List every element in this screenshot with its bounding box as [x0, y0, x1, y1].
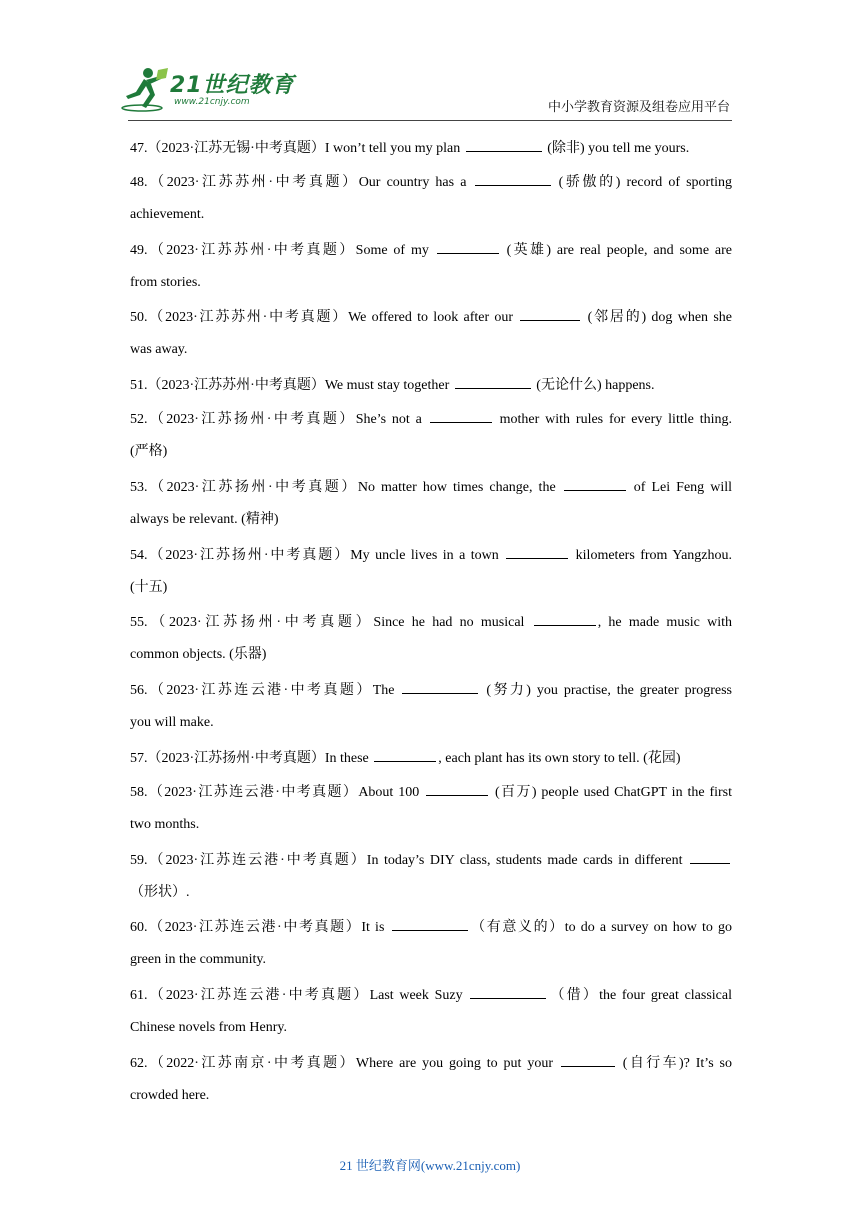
- question-text: In today’s DIY class, students made cards in different: [366, 852, 689, 868]
- logo-url: www.21cnjy.com: [174, 97, 250, 107]
- answer-blank[interactable]: [437, 239, 499, 254]
- page-footer: 21 世纪教育网(www.21cnjy.com): [339, 1158, 521, 1173]
- logo-text: 21世纪教育: [170, 73, 295, 98]
- question-text: (十五): [130, 579, 168, 595]
- question-source: （2023·江苏连云港·中考真题）: [147, 920, 362, 936]
- question-item: [130, 781, 732, 849]
- question-item: [130, 544, 732, 612]
- question-list: [130, 137, 732, 1120]
- question-text: Last week Suzy: [369, 988, 469, 1004]
- question-item: [130, 239, 732, 307]
- page-header: [0, 0, 860, 130]
- question-text: was away.: [130, 342, 188, 358]
- question-text: （形状）.: [130, 884, 190, 900]
- question-number: 60.: [130, 920, 148, 936]
- question-item: [130, 171, 732, 239]
- question-line: [130, 713, 732, 747]
- question-text: of Lei Feng will: [627, 479, 732, 495]
- question-line: [130, 984, 732, 1018]
- question-text: The: [372, 683, 401, 699]
- question-text: We offered to look after our: [348, 310, 519, 326]
- question-number: 61.: [130, 988, 148, 1004]
- question-item: [130, 679, 732, 747]
- question-line: [130, 544, 732, 578]
- question-text: （借）the four great classical: [548, 988, 732, 1004]
- question-line: [130, 306, 732, 340]
- question-text: (除非) you tell me yours.: [543, 141, 690, 156]
- question-number: 54.: [130, 547, 148, 563]
- question-number: 47.: [130, 141, 148, 156]
- question-text: (无论什么) happens.: [532, 378, 655, 394]
- question-line: [130, 578, 732, 612]
- question-text: No matter how times change, the: [357, 479, 562, 495]
- answer-blank[interactable]: [392, 916, 468, 931]
- header-divider: [128, 120, 732, 121]
- question-line: [130, 510, 732, 544]
- question-source: （2023·江苏苏州·中考真题）: [147, 378, 325, 394]
- answer-blank[interactable]: [475, 171, 551, 186]
- question-source: （2023·江苏无锡·中考真题）: [147, 141, 325, 156]
- question-line: [130, 815, 732, 849]
- question-number: 56.: [130, 683, 148, 699]
- question-text: green in the community.: [130, 952, 266, 968]
- question-text: from stories.: [130, 274, 201, 290]
- question-line: [130, 679, 732, 713]
- question-line: [130, 476, 732, 510]
- question-source: （2023·江苏扬州·中考真题）: [147, 615, 374, 631]
- question-item: [130, 849, 732, 917]
- question-number: 58.: [130, 784, 148, 800]
- question-line: [130, 1018, 732, 1052]
- question-line: [130, 171, 732, 205]
- question-text: （有意义的）to do a survey on how to go: [469, 920, 733, 936]
- question-text: you will make.: [130, 715, 214, 731]
- answer-blank[interactable]: [534, 611, 596, 626]
- question-number: 62.: [130, 1056, 148, 1072]
- question-text: She’s not a: [355, 412, 428, 428]
- question-source: （2023·江苏连云港·中考真题）: [147, 683, 373, 699]
- question-text: (骄傲的) record of sporting: [552, 174, 732, 190]
- question-line: [130, 916, 732, 950]
- answer-blank[interactable]: [520, 306, 580, 321]
- question-line: [130, 205, 732, 239]
- question-number: 53.: [130, 479, 148, 495]
- question-text: (严格): [130, 444, 168, 460]
- answer-blank[interactable]: [466, 137, 542, 152]
- question-text: kilometers from Yangzhou.: [570, 547, 732, 563]
- answer-blank[interactable]: [374, 747, 436, 762]
- question-text: Our country has a: [358, 174, 473, 190]
- question-line: [130, 408, 732, 442]
- question-line: [130, 1052, 732, 1086]
- question-source: （2023·江苏连云港·中考真题）: [147, 852, 367, 868]
- question-text: In these: [324, 751, 373, 767]
- question-number: 52.: [130, 412, 148, 428]
- question-text: (百万) people used ChatGPT in the first: [490, 784, 733, 800]
- runner-icon: [120, 66, 170, 112]
- question-text: mother with rules for every little thing.: [493, 412, 732, 428]
- question-number: 57.: [130, 751, 148, 767]
- answer-blank[interactable]: [690, 849, 730, 864]
- question-text: I won’t tell you my plan: [324, 141, 464, 156]
- question-line: [130, 645, 732, 679]
- question-text: achievement.: [130, 206, 205, 222]
- question-line: [130, 340, 732, 374]
- question-item: [130, 916, 732, 984]
- question-source: （2023·江苏苏州·中考真题）: [147, 242, 356, 258]
- question-item: [130, 374, 732, 408]
- question-number: 50.: [130, 310, 148, 326]
- question-text: common objects. (乐器): [130, 647, 267, 663]
- question-text: We must stay together: [324, 378, 453, 394]
- question-item: [130, 611, 732, 679]
- question-number: 55.: [130, 615, 148, 631]
- question-number: 59.: [130, 852, 148, 868]
- question-line: [130, 137, 732, 171]
- question-line: [130, 273, 732, 307]
- question-line: [130, 442, 732, 476]
- question-text: , he made music with: [597, 615, 732, 631]
- question-line: [130, 747, 732, 781]
- question-line: [130, 1086, 732, 1120]
- site-logo: [120, 66, 295, 116]
- question-text: (邻居的) dog when she: [582, 310, 732, 326]
- answer-blank[interactable]: [402, 679, 478, 694]
- question-number: 51.: [130, 378, 148, 394]
- question-number: 49.: [130, 242, 148, 258]
- answer-blank[interactable]: [426, 781, 488, 796]
- question-source: （2023·江苏连云港·中考真题）: [147, 988, 370, 1004]
- question-item: [130, 747, 732, 781]
- question-item: [130, 1052, 732, 1120]
- question-text: (努力) you practise, the greater progress: [480, 683, 733, 699]
- question-text: Where are you going to put your: [355, 1056, 559, 1072]
- header-platform-text: 中小学教育资源及组卷应用平台: [547, 99, 730, 114]
- question-text: (自行车)? It’s so: [616, 1056, 732, 1072]
- question-item: [130, 306, 732, 374]
- answer-blank[interactable]: [564, 476, 626, 491]
- question-text: , each plant has its own story to tell. (花园): [438, 751, 681, 767]
- question-source: （2023·江苏扬州·中考真题）: [147, 412, 356, 428]
- answer-blank[interactable]: [561, 1052, 615, 1067]
- question-text: always be relevant. (精神): [130, 511, 279, 527]
- question-item: [130, 984, 732, 1052]
- question-item: [130, 476, 732, 544]
- answer-blank[interactable]: [470, 984, 546, 999]
- question-source: （2023·江苏扬州·中考真题）: [147, 547, 351, 563]
- question-line: [130, 849, 732, 883]
- question-text: (英雄) are real people, and some are: [500, 242, 732, 258]
- answer-blank[interactable]: [455, 374, 531, 389]
- question-source: （2023·江苏扬州·中考真题）: [147, 751, 325, 767]
- question-text: My uncle lives in a town: [350, 547, 505, 563]
- question-source: （2022·江苏南京·中考真题）: [147, 1056, 356, 1072]
- question-source: （2023·江苏苏州·中考真题）: [147, 174, 359, 190]
- question-source: （2023·江苏连云港·中考真题）: [147, 784, 359, 800]
- question-item: [130, 137, 732, 171]
- question-text: About 100: [358, 784, 425, 800]
- question-source: （2023·江苏苏州·中考真题）: [147, 310, 349, 326]
- question-number: 48.: [130, 174, 148, 190]
- question-source: （2023·江苏扬州·中考真题）: [147, 479, 358, 495]
- question-text: Chinese novels from Henry.: [130, 1020, 287, 1036]
- question-line: [130, 781, 732, 815]
- question-line: [130, 239, 732, 273]
- question-item: [130, 408, 732, 476]
- question-text: two months.: [130, 816, 200, 832]
- question-text: Some of my: [355, 242, 435, 258]
- question-line: [130, 374, 732, 408]
- question-text: It is: [361, 920, 390, 936]
- question-text: crowded here.: [130, 1087, 210, 1103]
- answer-blank[interactable]: [430, 408, 492, 423]
- question-line: [130, 950, 732, 984]
- question-line: [130, 611, 732, 645]
- answer-blank[interactable]: [506, 544, 568, 559]
- question-text: Since he had no musical: [373, 615, 532, 631]
- question-line: [130, 883, 732, 917]
